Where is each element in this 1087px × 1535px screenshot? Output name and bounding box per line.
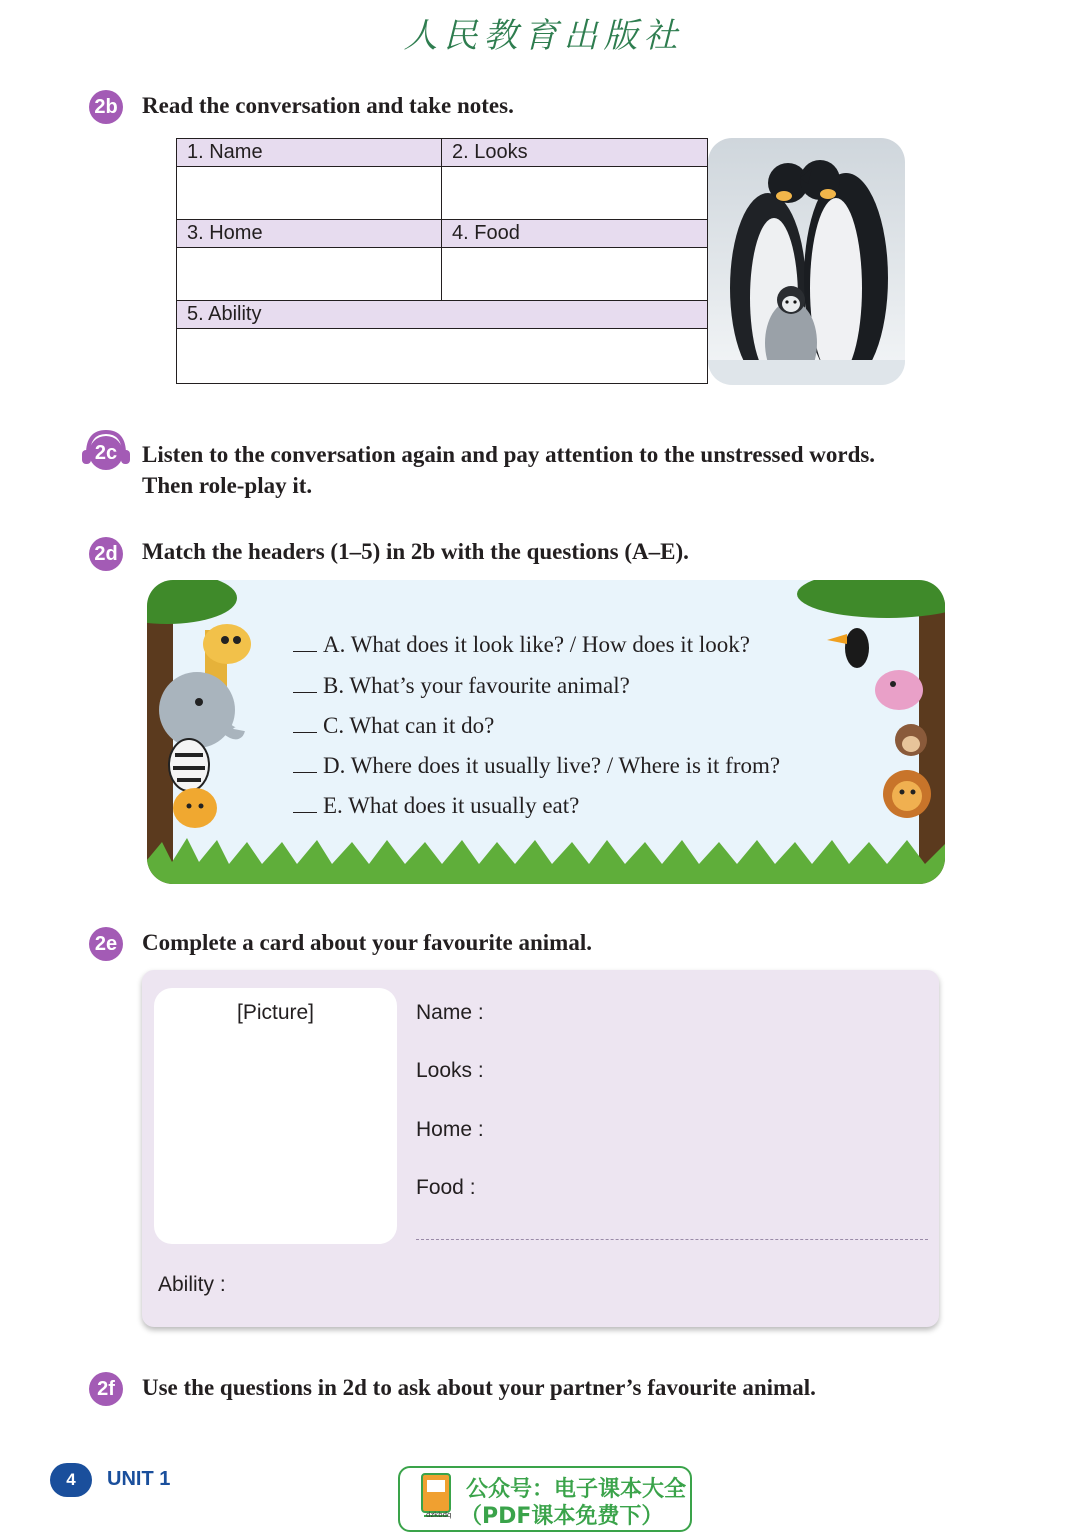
question-c [293,713,494,739]
question-d [293,753,780,779]
answer-blank-d[interactable] [293,772,317,773]
question-e [293,793,579,819]
watermark-line1: 公众号：电子课本大全 [466,1477,687,1502]
card-field-ability[interactable]: Ability : [158,1273,226,1296]
card-field-food[interactable]: Food : [416,1176,476,1199]
watermark-line2: （PDF课本免费下） [460,1504,664,1529]
answer-blank-b[interactable] [293,692,317,693]
watermark-banner [398,1466,692,1532]
publisher-logo-text: 人民教育出版社 [403,16,684,56]
table-cell-name[interactable] [177,167,442,220]
question-a [293,632,750,658]
table-header-name: 1. Name [177,139,442,167]
instruction-2c-line2: Then role-play it. [142,473,313,498]
question-d-text: D. Where does it usually live? / Where is it from? [323,753,781,778]
picture-box[interactable] [154,988,397,1244]
listening-badge-2c [80,428,132,468]
table-cell-looks[interactable] [442,167,708,220]
question-e-text: E. What does it usually eat? [323,793,580,818]
card-field-home[interactable]: Home : [416,1118,484,1141]
card-field-looks[interactable]: Looks : [416,1059,484,1082]
jungle-illustration [147,580,945,884]
unit-label: UNIT 1 [107,1468,171,1490]
instruction-2c-line1: Listen to the conversation again and pay attention to the unstressed words. [142,442,876,467]
question-c-text: C. What can it do? [323,713,495,738]
answer-blank-c[interactable] [293,732,317,733]
instruction-2d: Match the headers (1–5) in 2b with the questions (A–E). [142,539,689,564]
table-header-home: 3. Home [177,220,442,248]
page-number: 4 [50,1463,92,1497]
section-badge-2d: 2d [89,537,123,571]
question-b [293,673,630,699]
table-header-food: 4. Food [442,220,708,248]
table-cell-food[interactable] [442,248,708,301]
watermark-logo-text: dzkbdq [426,1511,452,1519]
notes-table [176,138,708,384]
answer-blank-a[interactable] [293,651,317,652]
section-badge-2b: 2b [89,90,123,124]
instruction-2b: Read the conversation and take notes. [142,93,514,118]
card-field-name[interactable]: Name : [416,1001,484,1024]
table-cell-ability[interactable] [177,329,708,384]
question-a-text: A. What does it look like? / How does it look? [323,632,750,657]
penguin-photo [708,138,905,385]
card-divider [416,1239,928,1240]
section-badge-2f: 2f [89,1372,123,1406]
table-header-looks: 2. Looks [442,139,708,167]
answer-blank-e[interactable] [293,812,317,813]
table-header-ability: 5. Ability [177,301,708,329]
question-b-text: B. What’s your favourite animal? [323,673,630,698]
table-cell-home[interactable] [177,248,442,301]
picture-label: [Picture] [236,1001,315,1024]
instruction-2e: Complete a card about your favourite animal. [142,930,592,955]
section-badge-2c: 2c [89,436,123,470]
animal-scene-panel [147,580,945,884]
section-badge-2e: 2e [89,927,123,961]
instruction-2f: Use the questions in 2d to ask about your partner’s favourite animal. [142,1375,816,1400]
